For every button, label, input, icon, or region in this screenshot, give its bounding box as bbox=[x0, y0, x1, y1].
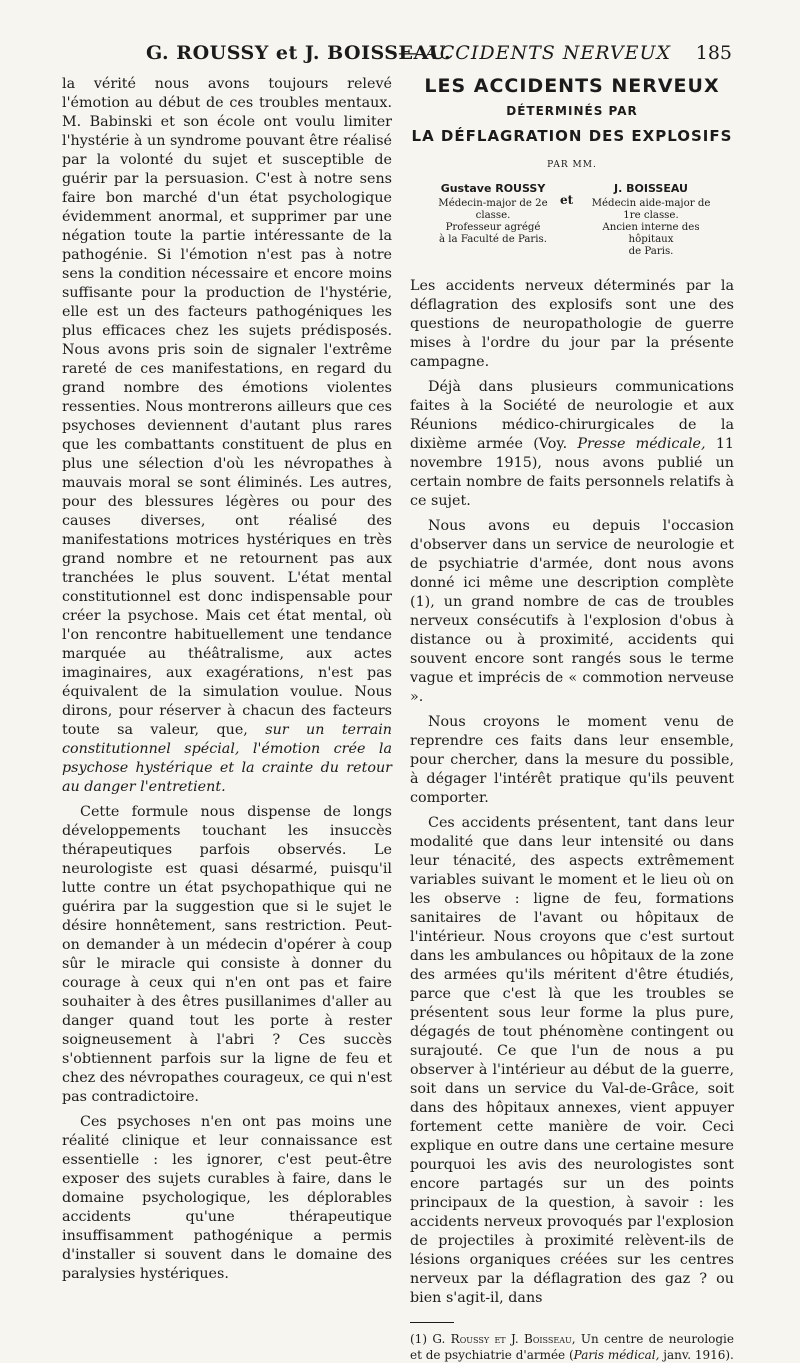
page-number: 185 bbox=[695, 42, 732, 64]
author-2-name: J. BOISSEAU bbox=[614, 182, 688, 195]
author-1-line-2: Professeur agrégé bbox=[445, 222, 541, 233]
article-subtitle-1: DÉTERMINÉS PAR bbox=[506, 104, 638, 118]
author-conjunction: et bbox=[560, 193, 574, 207]
right-paragraph-2-after: 11 novembre 1915), nous avons publié un certain nombre de faits personnels relatifs à ce sujet. bbox=[410, 436, 735, 509]
footnote-journal: Paris médical, bbox=[573, 1348, 660, 1362]
author-1 bbox=[428, 183, 558, 246]
author-2-line-1: Médecin aide-major de 1re classe. bbox=[591, 198, 711, 221]
footnote-text-2: janv. 1916). bbox=[659, 1348, 734, 1362]
left-paragraph-1 bbox=[62, 75, 392, 797]
article-subtitle-2: LA DÉFLAGRATION DES EXPLOSIFS bbox=[411, 127, 733, 145]
journal-citation: Presse médicale, bbox=[577, 436, 706, 452]
running-header bbox=[62, 42, 732, 72]
left-paragraph-1-text: la vérité nous avons toujours relevé l'émotion au début de ces troubles mentaux. M. Babinski et son école ont voulu limiter l'hystérie à un syndrome pouvant être réalisé par la volonté du sujet et susceptible de guérir par la persuasion. C'est à notre sens faire bon marché d'un état psychologique évidemment anormal, et supprimer par une négation toute la partie intéressante de la pathogénie. Si l'émotion n'est pas à notre sens la condition nécessaire et encore moins suffisante pour la production de l'hystérie, elle est un des facteurs pathogéniques les plus efficaces chez les sujets prédisposés. Nous avons pris soin de signaler l'extrême rareté de ces manifestations, en regard du grand nombre des émotions violentes ressenties. Nous montrerons ailleurs que ces psychoses deviennent d'autant plus rares que les combattants constituent de plus en plus une sélection d'où les névropathes à mauvais moral se sont éliminés. Les autres, pour des blessures légères ou pour des causes diverses, ont réalisé des manifestations motrices hystériques en très grand nombre et ne retournent pas aux tranchées le plus souvent. L'état mental constitutionnel est donc indispensable pour créer la psychose. Mais cet état mental, où l'on rencontre habituellement une tendance marquée au théâtralisme, aux actes imaginaires, aux exagérations, n'est pas équivalent de la simulation voulue. Nous dirons, pour réserver à chacun des facteurs toute sa valeur, que, bbox=[62, 76, 392, 738]
footnote bbox=[410, 1331, 734, 1363]
author-1-name: Gustave ROUSSY bbox=[440, 182, 546, 195]
header-authors: G. ROUSSY et J. BOISSEAU. bbox=[146, 42, 452, 64]
author-1-line-1: Médecin-major de 2e classe. bbox=[438, 198, 548, 221]
footnote-text-1: Un centre de neurologie et de psychiatrie d'armée ( bbox=[410, 1332, 734, 1362]
right-paragraph-2 bbox=[410, 378, 734, 511]
par-mm: PAR MM. bbox=[547, 160, 597, 170]
right-paragraph-2-before: Déjà dans plusieurs communications faites à la Société de neurologie et aux Réunions médico-chirurgicales de la dixième armée (Voy. bbox=[410, 379, 734, 452]
author-2 bbox=[586, 183, 716, 258]
left-column bbox=[62, 75, 392, 1284]
right-paragraph-5: Ces accidents présentent, tant dans leur modalité que dans leur intensité ou dans leur ténacité, des aspects extrêmement variables suivant le moment et le lieu où on les observe : ligne de feu, formations sanitaires de l'avant ou hôpitaux de l'intérieur. Nous croyons que c'est surtout dans les ambulances ou hôpitaux de la zone des armées qu'ils méritent d'être étudiés, parce que c'est là que les troubles se présentent sous leur forme la plus pure, dégagés de tout phénomène contingent ou surajouté. Ce que l'un de nous a pu observer à l'intérieur au début de la guerre, soit dans un service du Val-de-Grâce, soit dans des hôpitaux annexes, vient appuyer fortement cette manière de voir. Ceci explique en outre dans une certaine mesure pourquoi les avis des neurologistes sont encore partagés sur un des points principaux de la question, à savoir : les accidents nerveux provoqués par l'explosion de projectiles à proximité relèvent-ils de lésions organiques créées sur les centres nerveux par la déflagration des gaz ? ou bien s'agit-il, dans bbox=[410, 815, 734, 1306]
article-title: LES ACCIDENTS NERVEUX bbox=[424, 75, 720, 97]
header-section-title: — ACCIDENTS NERVEUX bbox=[398, 42, 672, 64]
footnote-authors: G. Roussy et J. Boisseau, bbox=[432, 1332, 576, 1346]
authors-box bbox=[410, 183, 734, 277]
right-paragraph-4: Nous croyons le moment venu de reprendre ces faits dans leur ensemble, pour chercher, dans la mesure du possible, à dégager l'intérêt pratique qu'ils peuvent comporter. bbox=[410, 714, 734, 806]
right-paragraph-3: Nous avons eu depuis l'occasion d'observer dans un service de neurologie et de psychiatrie d'armée, dont nous avons donné ici même une description complète (1), un grand nombre de cas de troubles nerveux consécutifs à l'explosion d'obus à distance ou à proximité, accidents qui souvent encore sont rangés sous le terme vague et imprécis de « commotion nerveuse ». bbox=[410, 518, 734, 705]
author-1-line-3: à la Faculté de Paris. bbox=[438, 234, 548, 245]
author-2-line-2: Ancien interne des hôpitaux bbox=[602, 222, 700, 245]
right-column bbox=[410, 75, 734, 1363]
right-paragraph-1: Les accidents nerveux déterminés par la déflagration des explosifs sont une des questions de neuropathologie de guerre mises à l'ordre du jour par la présente campagne. bbox=[410, 278, 734, 370]
author-2-line-3: de Paris. bbox=[628, 246, 674, 257]
footnote-marker: (1) bbox=[410, 1332, 427, 1346]
left-paragraph-2: Cette formule nous dispense de longs développements touchant les insuccès thérapeutiques parfois observés. Le neurologiste est quasi désarmé, puisqu'il lutte contre un état psychopathique qui ne guérira par la suggestion que si le sujet le désire honnêtement, sans restriction. Peut-on demander à un médecin d'opérer à coup sûr le miracle qui consiste à donner du courage à ceux qui n'en ont pas et faire souhaiter à des êtres pusillanimes d'aller au danger quand tout les porte à rester soigneusement à l'abri ? Ces succès s'obtiennent parfois sur la ligne de feu et chez des névropathes courageux, ce qui n'est pas contradictoire. bbox=[62, 804, 392, 1105]
left-paragraph-3: Ces psychoses n'en ont pas moins une réalité clinique et leur connaissance est essentielle : les ignorer, c'est peut-être exposer des sujets curables à faire, dans le domaine psychologique, les déplorables accidents qu'une thérapeutique insuffisamment pathogénique a permis d'installer si souvent dans le domaine des paralysies hystériques. bbox=[62, 1114, 392, 1282]
italic-conclusion: sur un terrain constitutionnel spécial, l'émotion crée la psychose hystérique et la crainte du retour au danger l'entretient. bbox=[62, 722, 392, 795]
footnote-divider bbox=[410, 1322, 454, 1323]
